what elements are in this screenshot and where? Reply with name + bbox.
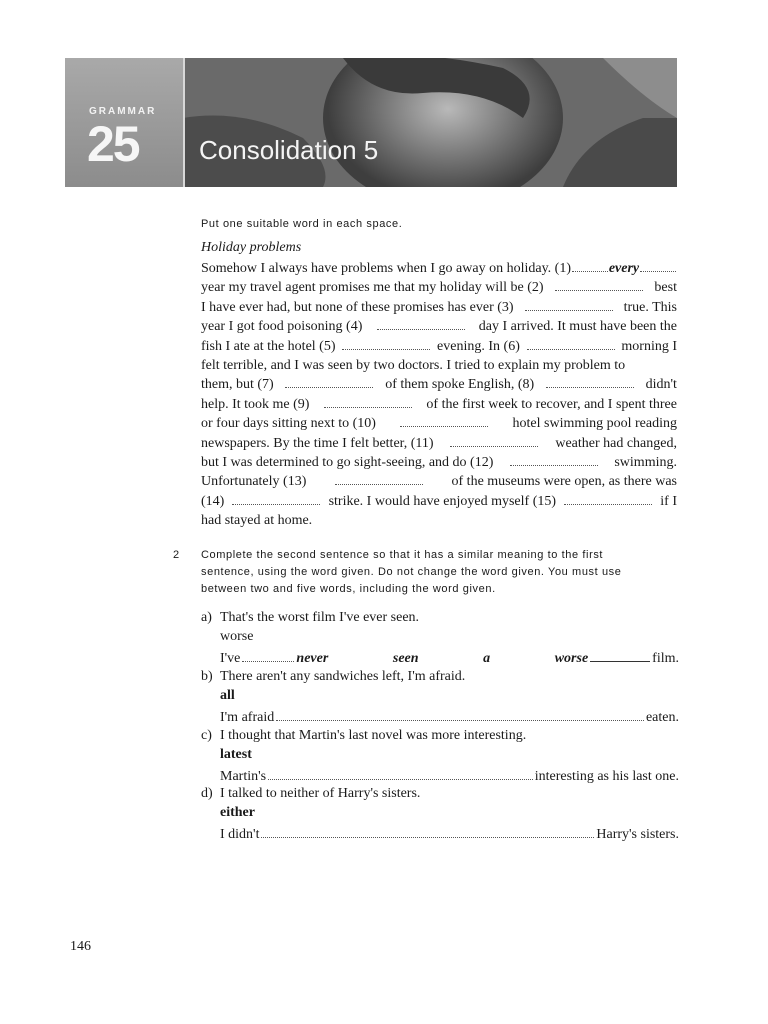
- answer-blank[interactable]: [342, 337, 430, 350]
- passage-line: [201, 395, 677, 414]
- answer-start: I'm afraid: [220, 710, 275, 725]
- passage-text: of them spoke English, (8): [385, 377, 535, 393]
- passage-text: best: [654, 280, 677, 296]
- passage-text: weather had changed,: [555, 435, 677, 451]
- answer-blank[interactable]: [640, 259, 676, 272]
- page-title: Consolidation 5: [199, 135, 379, 165]
- passage-text: strike. I would have enjoyed myself (15): [328, 493, 557, 509]
- item-sentence: That's the worst film I've ever seen.: [220, 610, 420, 625]
- unit-number: 25: [87, 116, 139, 172]
- answer-row-a: [220, 649, 679, 667]
- passage-line: [201, 414, 677, 433]
- passage-line: [201, 375, 677, 394]
- answer-blank[interactable]: [285, 375, 373, 388]
- passage-text: true. This: [623, 299, 677, 315]
- item-keyword: worse: [220, 629, 254, 644]
- passage-text: felt terrible, and I was seen by two doctors. I tried to explain my problem to: [201, 358, 626, 373]
- passage-text: Somehow I always have problems when I go away on holiday. (1): [201, 261, 572, 276]
- answer-blank[interactable]: [377, 317, 465, 330]
- passage-title: Holiday problems: [201, 240, 302, 255]
- passage-text: them, but (7): [201, 377, 274, 393]
- passage-text: or four days sitting next to (10): [201, 416, 376, 432]
- answer-blank[interactable]: [276, 708, 644, 721]
- passage-line: [201, 472, 677, 491]
- answer-end: interesting as his last one.: [534, 769, 679, 784]
- passage-text: didn't: [645, 377, 677, 393]
- passage-line: [201, 492, 677, 511]
- passage-text: if I: [660, 493, 677, 509]
- passage-line: [201, 278, 677, 297]
- answer-blank[interactable]: [510, 453, 598, 466]
- example-answer: every: [608, 261, 640, 276]
- answer-blank[interactable]: [572, 259, 608, 272]
- item-keyword: latest: [220, 747, 252, 762]
- passage-text: of the first week to recover, and I spent three: [426, 396, 677, 412]
- passage-line: [201, 298, 677, 317]
- item-sentence: I talked to neither of Harry's sisters.: [220, 786, 421, 801]
- passage-line: [201, 511, 677, 530]
- item-label: b): [201, 669, 213, 684]
- answer-blank[interactable]: [555, 278, 643, 291]
- answer-start: I've: [220, 651, 241, 666]
- answer-blank[interactable]: [268, 767, 533, 780]
- exercise1-instruction: Put one suitable word in each space.: [201, 218, 403, 230]
- passage-line: [201, 356, 677, 375]
- answer-row-c: [220, 767, 679, 785]
- answer-end: eaten.: [645, 710, 679, 725]
- chapter-banner: [65, 58, 677, 187]
- answer-blank[interactable]: [525, 298, 613, 311]
- answer-blank[interactable]: [261, 825, 594, 838]
- answer-start: Martin's: [220, 769, 267, 784]
- answer-underline: [590, 649, 650, 662]
- passage-text: hotel swimming pool reading: [512, 416, 677, 432]
- answer-gap: [242, 649, 294, 662]
- answer-start: I didn't: [220, 827, 260, 842]
- answer-blank[interactable]: [450, 434, 538, 447]
- answer-blank[interactable]: [335, 472, 423, 485]
- item-sentence: I thought that Martin's last novel was more interesting.: [220, 728, 527, 743]
- passage-text: fish I ate at the hotel (5): [201, 338, 336, 354]
- answer-row-b: [220, 708, 679, 726]
- passage-text: Unfortunately (13): [201, 474, 307, 490]
- passage-text: evening. In (6): [437, 338, 520, 354]
- answer-blank[interactable]: [546, 375, 634, 388]
- passage-text: newspapers. By the time I felt better, (11): [201, 435, 434, 451]
- exercise2-number: 2: [173, 549, 180, 561]
- answer-blank[interactable]: [232, 492, 320, 505]
- banner-divider: [183, 58, 185, 187]
- item-label: c): [201, 728, 212, 743]
- item-keyword: either: [220, 805, 255, 820]
- exercise2-instruction-line: sentence, using the word given. Do not change the word given. You must use: [201, 566, 622, 578]
- passage-line: [201, 453, 677, 472]
- answer-blank[interactable]: [324, 395, 412, 408]
- answer-blank[interactable]: [400, 414, 488, 427]
- answer-word: never: [296, 651, 329, 666]
- answer-end: Harry's sisters.: [596, 827, 679, 842]
- item-label: a): [201, 610, 212, 625]
- answer-end: film.: [652, 651, 679, 666]
- passage-text: day I arrived. It must have been the: [478, 319, 677, 335]
- section-label: GRAMMAR: [89, 106, 157, 117]
- passage-text: year I got food poisoning (4): [201, 319, 363, 335]
- banner-photo: [183, 58, 677, 187]
- passage-line: [201, 337, 677, 356]
- passage-text: swimming.: [614, 455, 677, 470]
- answer-blank[interactable]: [564, 492, 652, 505]
- passage-line: [201, 259, 677, 278]
- page-number: 146: [70, 939, 91, 954]
- passage-text: year my travel agent promises me that my holiday will be (2): [201, 280, 544, 296]
- exercise2-instruction-line: Complete the second sentence so that it has a similar meaning to the first: [201, 549, 604, 561]
- answer-word: seen: [392, 651, 419, 666]
- passage-text: (14): [201, 493, 225, 509]
- answer-row-d: [220, 825, 679, 843]
- passage-text: help. It took me (9): [201, 396, 310, 412]
- passage-text: but I was determined to go sight-seeing, and do (12): [201, 455, 494, 470]
- passage-text: I have ever had, but none of these promises has ever (3): [201, 299, 514, 315]
- passage-text: morning I: [621, 338, 677, 354]
- answer-word: worse: [554, 651, 589, 666]
- item-label: d): [201, 786, 213, 801]
- exercise2-instruction-line: between two and five words, including the word given.: [201, 583, 496, 595]
- passage-line: [201, 434, 677, 453]
- answer-blank[interactable]: [527, 337, 615, 350]
- answer-text[interactable]: [296, 651, 588, 667]
- item-sentence: There aren't any sandwiches left, I'm afraid.: [220, 669, 466, 684]
- passage-text: had stayed at home.: [201, 513, 313, 529]
- answer-word: a: [483, 651, 491, 666]
- passage-line: [201, 317, 677, 336]
- passage-text: of the museums were open, as there was: [451, 474, 677, 490]
- item-keyword: all: [220, 688, 235, 703]
